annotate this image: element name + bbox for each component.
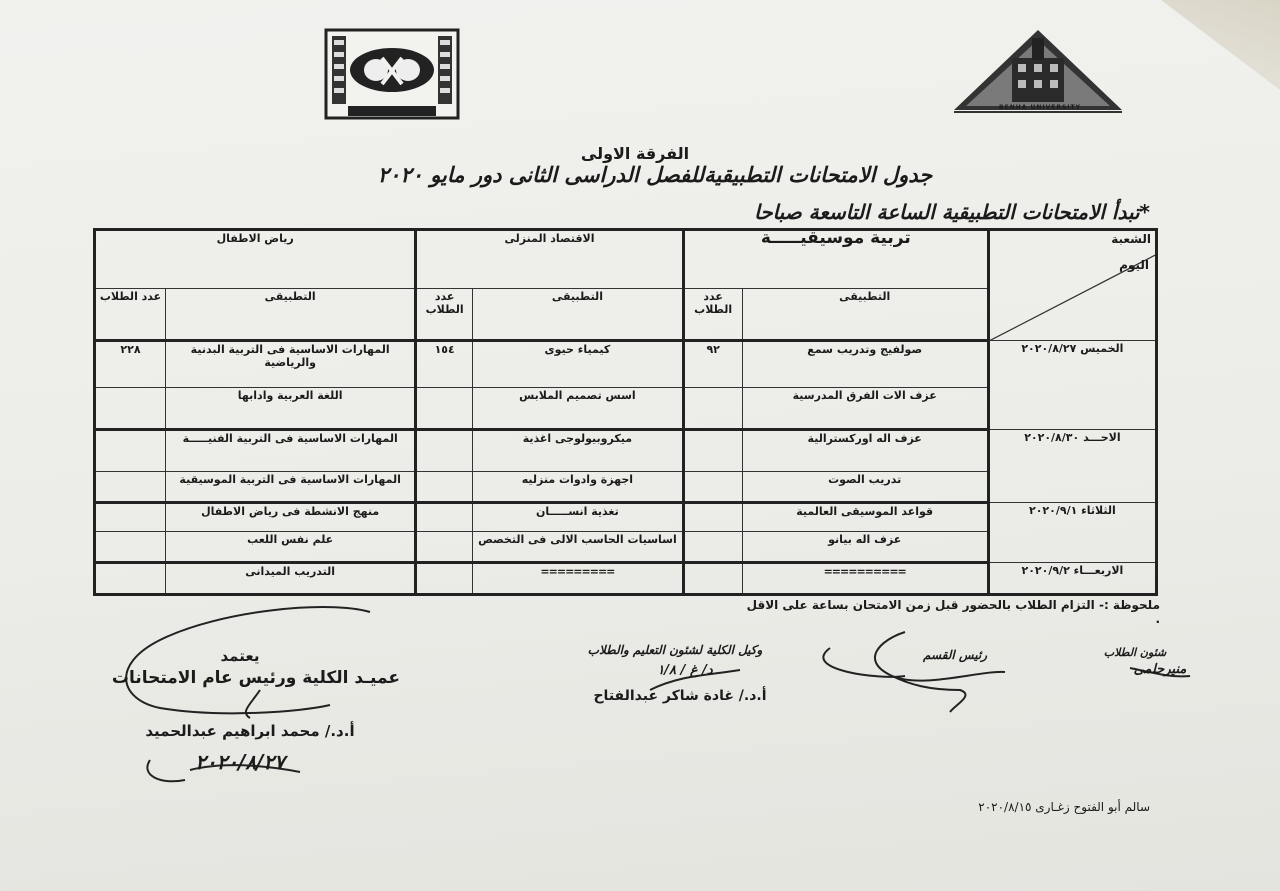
- corner-day-label: اليوم: [1119, 258, 1149, 272]
- home-subject-cell: اساسيات الحاسب الالى فى التخصص: [473, 531, 684, 563]
- kg-subject-cell: المهارات الاساسية فى التربية الموسيقية: [166, 471, 416, 503]
- vice-dean-name: أ.د./ غادة شاكر عبدالفتاح: [593, 688, 767, 704]
- vice-dean-title: وكيل الكلية لشئون التعليم والطلاب: [587, 643, 763, 657]
- music-subject-cell: تدريب الصوت: [742, 471, 988, 503]
- home-count-cell: [416, 531, 473, 563]
- table-row: [95, 563, 1157, 595]
- approval-label: يعتمد: [220, 647, 260, 665]
- benha-university-logo: [952, 28, 1124, 116]
- kg-subject-cell: المهارات الاساسية فى التربية البدنية والرياضية: [166, 341, 416, 387]
- music-count-cell: ٩٢: [683, 341, 742, 387]
- day-cell: الاحـــد ٢٠٢٠/٨/٣٠: [988, 429, 1156, 503]
- kg-count-cell: [95, 471, 166, 503]
- music-subject-cell: عزف الات الفرق المدرسية: [742, 387, 988, 429]
- dean-handwritten-date: ٢٠٢٠/٨/٢٧: [195, 750, 285, 774]
- music-subject-cell: صولفيج وتدريب سمع: [742, 341, 988, 387]
- kg-subject-cell: علم نفس اللعب: [166, 531, 416, 563]
- day-cell: الاربعـــاء ٢٠٢٠/٩/٢: [988, 563, 1156, 595]
- vice-dean-handwritten-date: د/ غ / ١/٨: [657, 663, 713, 678]
- music-subject-cell: ==========: [742, 563, 988, 595]
- dept-home-economics-header: الاقتصاد المنزلى: [416, 230, 684, 289]
- home-count-cell: [416, 471, 473, 503]
- kg-practical-header: التطبيقى: [166, 288, 416, 341]
- home-count-header: عدد الطلاب: [416, 288, 473, 341]
- corner-section-label: الشعبة: [1111, 232, 1151, 246]
- music-subject-cell: عزف اله بيانو: [742, 531, 988, 563]
- music-count-header: عدد الطلاب: [683, 288, 742, 341]
- home-subject-cell: كيمياء حيوى: [473, 341, 684, 387]
- student-affairs-signature: منيرحلمى: [1133, 662, 1187, 677]
- student-affairs-title: شئون الطلاب: [1103, 646, 1167, 659]
- day-cell: الثلاثاء ٢٠٢٠/٩/١: [988, 503, 1156, 563]
- table-row: [95, 503, 1157, 531]
- music-count-cell: [683, 471, 742, 503]
- faculty-emblem-logo: [324, 28, 460, 120]
- music-count-cell: [683, 563, 742, 595]
- dept-music-header: تربية موسيقيـــــة: [683, 230, 988, 289]
- home-subject-cell: =========: [473, 563, 684, 595]
- kg-subject-cell: اللغة العربية وادابها: [166, 387, 416, 429]
- music-subject-cell: عزف اله اوركسترالية: [742, 429, 988, 471]
- start-time-note: *تبدأ الامتحانات التطبيقية الساعة التاسعة صباحا: [754, 200, 1150, 224]
- kg-count-cell: [95, 429, 166, 471]
- kg-count-cell: [95, 387, 166, 429]
- dept-kindergarten-header: رياض الاطفال: [95, 230, 416, 289]
- attendance-note: ملحوظة :- التزام الطلاب بالحضور قبل زمن الامتحان بساعة على الاقل .: [746, 598, 1160, 626]
- home-practical-header: التطبيقى: [473, 288, 684, 341]
- table-row: [95, 429, 1157, 471]
- class-level-heading: الفرقة الاولى: [580, 144, 690, 163]
- kg-count-cell: [95, 563, 166, 595]
- home-subject-cell: ميكروبيولوجى اغذية: [473, 429, 684, 471]
- music-count-cell: [683, 429, 742, 471]
- home-subject-cell: تغذية انســـــان: [473, 503, 684, 531]
- kg-count-header: عدد الطلاب: [95, 288, 166, 341]
- home-count-cell: [416, 387, 473, 429]
- music-count-cell: [683, 503, 742, 531]
- kg-subject-cell: منهج الانشطة فى رياض الاطفال: [166, 503, 416, 531]
- schedule-title: جدول الامتحانات التطبيقيةللفصل الدراسى الثانى دور مايو ٢٠٢٠: [377, 163, 933, 187]
- home-subject-cell: اجهزة وادوات منزليه: [473, 471, 684, 503]
- exam-schedule-table: [93, 228, 1158, 596]
- home-subject-cell: اسس تصميم الملابس: [473, 387, 684, 429]
- music-count-cell: [683, 387, 742, 429]
- day-cell: الخميس ٢٠٢٠/٨/٢٧: [988, 341, 1156, 429]
- kg-count-cell: ٢٢٨: [95, 341, 166, 387]
- music-practical-header: التطبيقى: [742, 288, 988, 341]
- home-count-cell: [416, 563, 473, 595]
- prepared-by-line: سالم أبو الفتوح زغـارى ٢٠٢٠/٨/١٥: [978, 800, 1150, 814]
- home-count-cell: ١٥٤: [416, 341, 473, 387]
- home-count-cell: [416, 429, 473, 471]
- home-count-cell: [416, 503, 473, 531]
- kg-count-cell: [95, 531, 166, 563]
- table-row: [95, 341, 1157, 387]
- kg-subject-cell: المهارات الاساسية فى التربية الفنيـــــة: [166, 429, 416, 471]
- kg-count-cell: [95, 503, 166, 531]
- department-head-title: رئيس القسم: [923, 648, 987, 662]
- benha-logo-caption: BENHA UNIVERSITY: [999, 104, 1081, 111]
- kg-subject-cell: التدريب الميدانى: [166, 563, 416, 595]
- dean-title: عميـد الكلية ورئيس عام الامتحانات: [111, 668, 400, 688]
- corner-header-cell: [988, 230, 1156, 341]
- music-subject-cell: قواعد الموسيقى العالمية: [742, 503, 988, 531]
- dean-name: أ.د./ محمد ابراهيم عبدالحميد: [145, 722, 355, 740]
- department-header-row: [95, 230, 1157, 289]
- music-count-cell: [683, 531, 742, 563]
